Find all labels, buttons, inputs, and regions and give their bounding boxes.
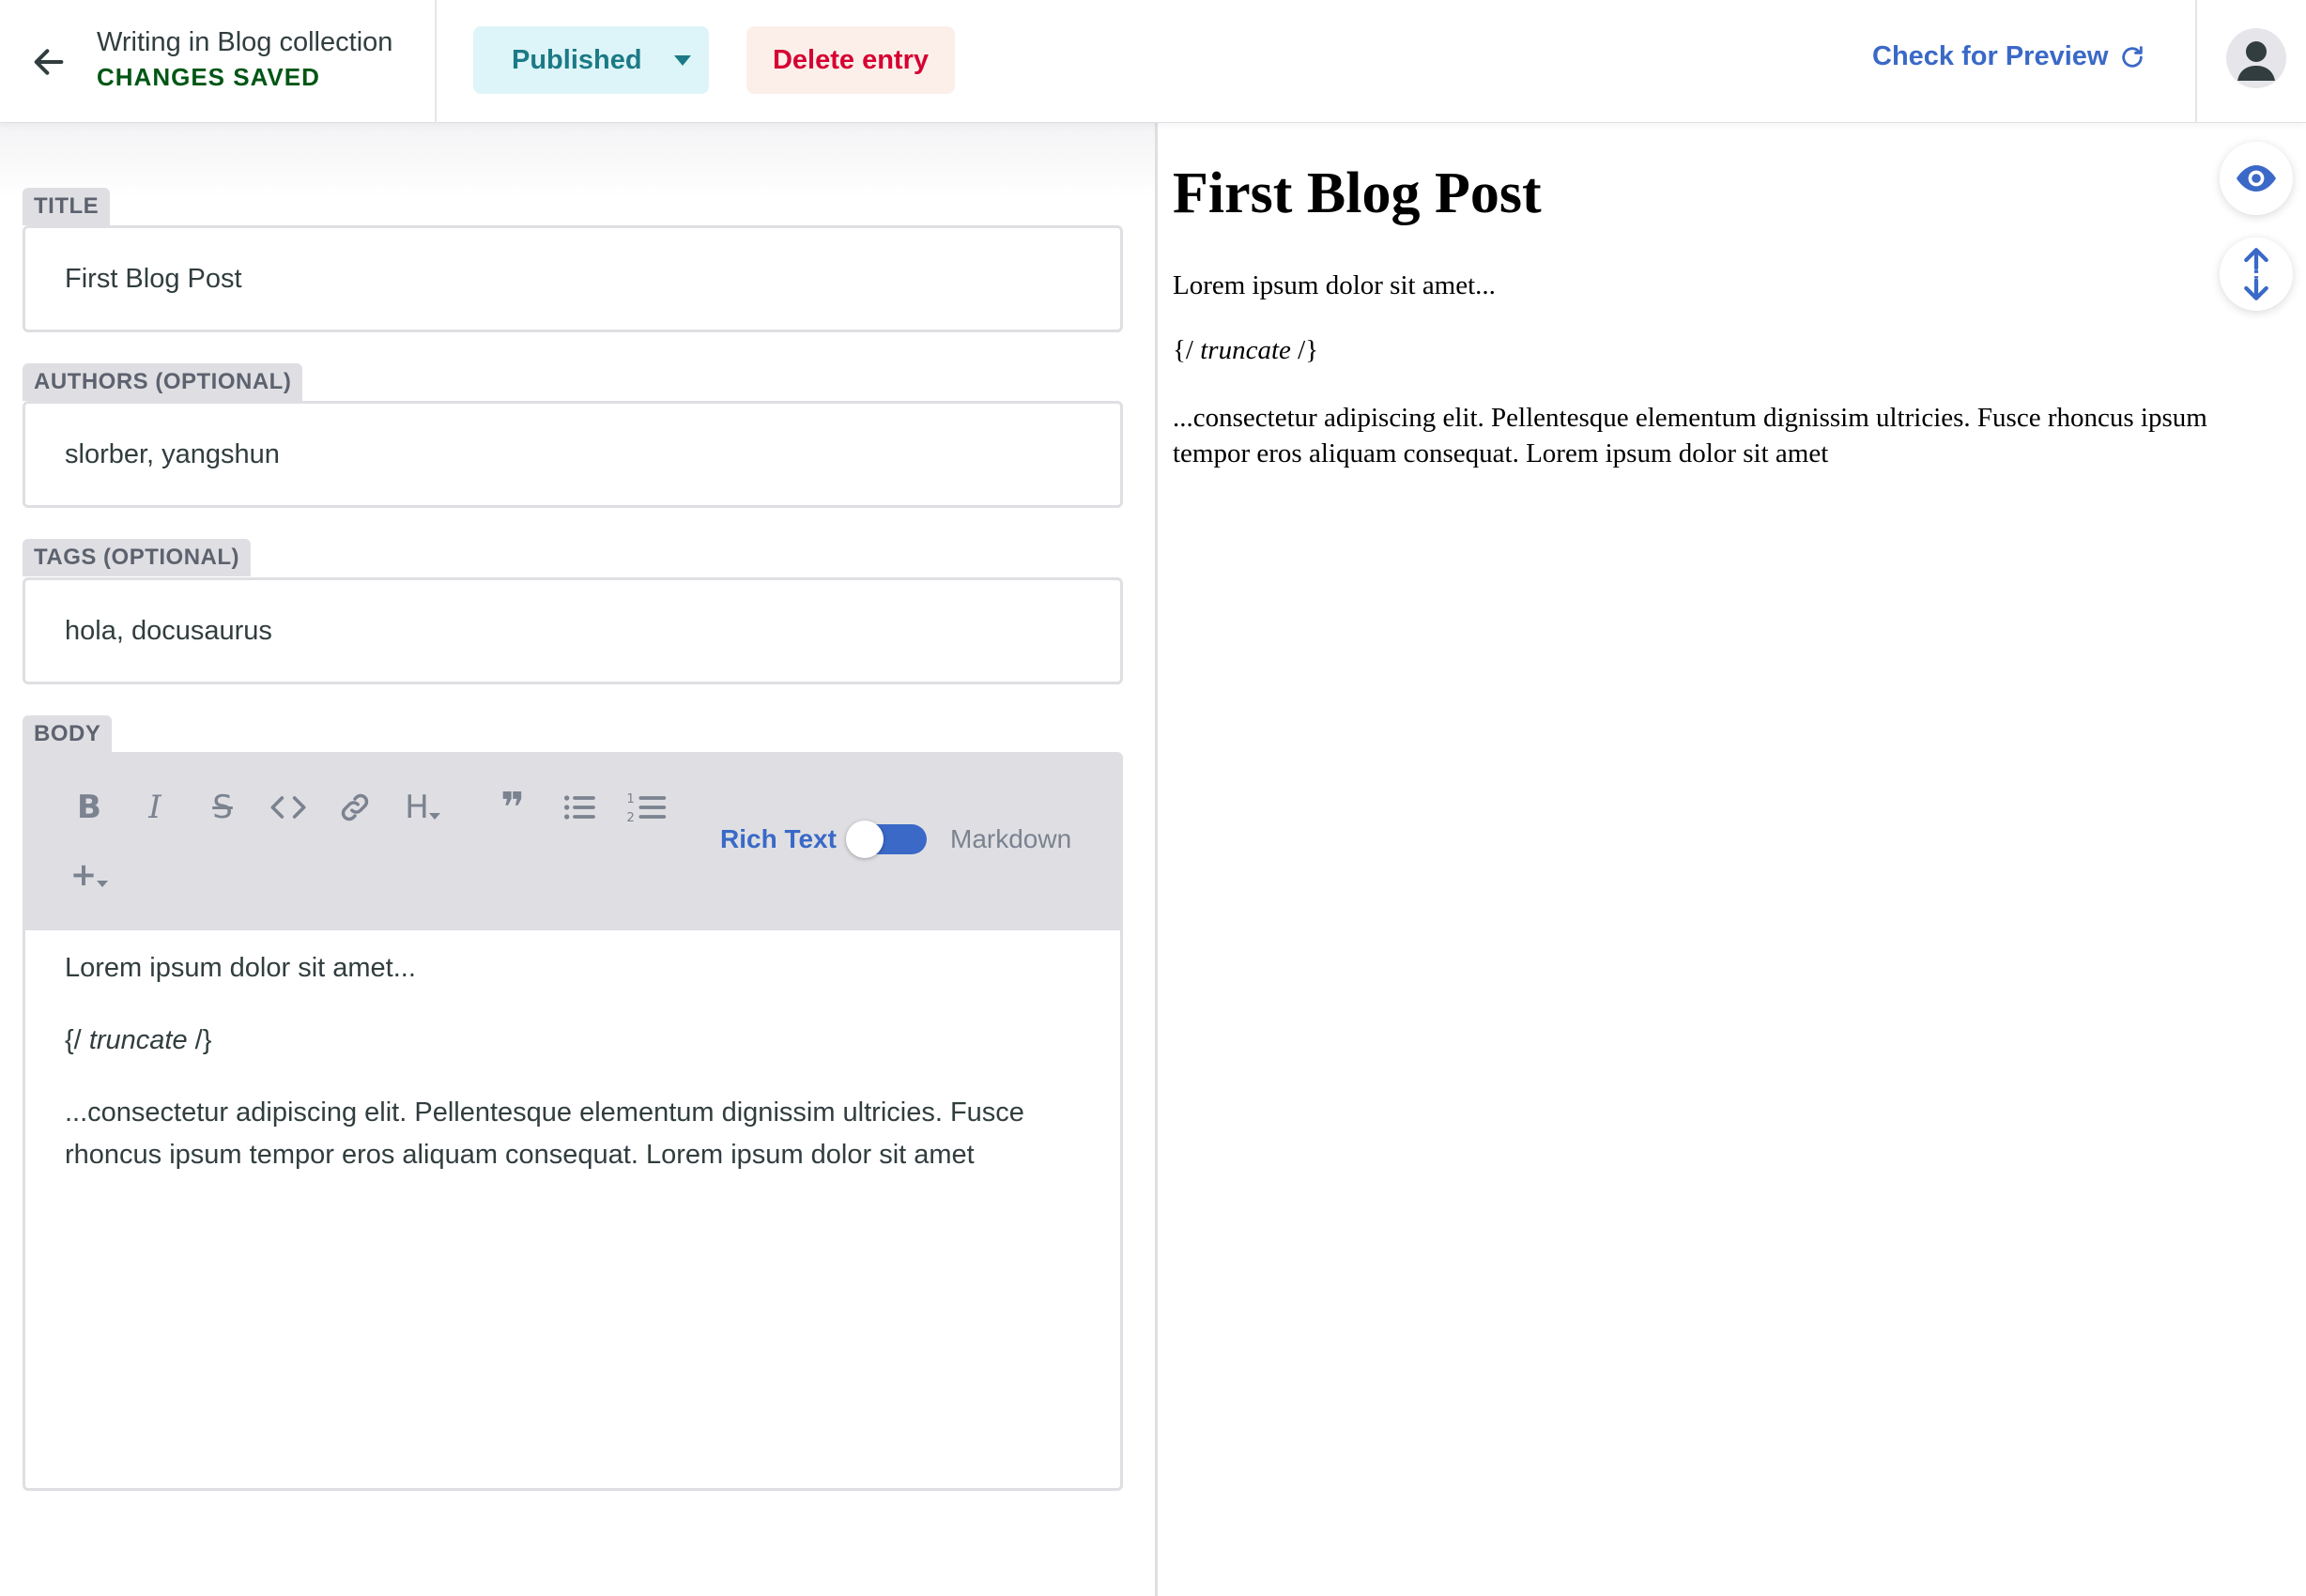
italic-icon[interactable]: I xyxy=(148,789,161,826)
tags-label: TAGS (OPTIONAL) xyxy=(23,539,251,576)
back-to-collection[interactable] xyxy=(0,0,437,123)
body-paragraph-3: ...consectetur adipiscing elit. Pellentesque elementum dignissim ultricies. Fusce rhoncus ipsum tempor eros aliquam consequat. Lorem ipsum dolor sit amet xyxy=(65,1097,1024,1170)
preview-paragraph-2: {/ truncate /} xyxy=(1173,335,1319,365)
svg-text:1: 1 xyxy=(626,792,635,806)
check-for-preview-link[interactable] xyxy=(1872,41,2145,72)
delete-entry-button[interactable]: Delete entry xyxy=(746,26,955,94)
body-content[interactable] xyxy=(65,947,1088,1206)
strikethrough-icon[interactable]: S xyxy=(212,789,233,826)
arrow-left-icon[interactable] xyxy=(30,43,68,81)
body-paragraph-2: {/ truncate /} xyxy=(65,1025,212,1055)
code-icon[interactable] xyxy=(265,784,312,831)
sync-scroll-button[interactable] xyxy=(2220,238,2293,311)
numbered-list-icon[interactable] xyxy=(623,784,670,831)
tags-input[interactable]: hola, docusaurus xyxy=(23,577,1123,684)
top-bar xyxy=(0,0,2306,123)
collection-title: Writing in Blog collection xyxy=(97,27,393,57)
user-icon xyxy=(2226,28,2286,88)
publish-status-label: Published xyxy=(512,44,642,75)
bulleted-list-icon[interactable] xyxy=(556,784,603,831)
user-menu[interactable] xyxy=(2195,0,2306,123)
bold-icon[interactable]: B xyxy=(77,789,101,826)
link-icon[interactable] xyxy=(331,784,378,831)
body-paragraph-1: Lorem ipsum dolor sit amet... xyxy=(65,953,416,983)
body-editor xyxy=(23,752,1123,1491)
pane-top-shadow xyxy=(0,123,1155,198)
sync-scroll-icon xyxy=(2236,246,2277,302)
avatar[interactable] xyxy=(2226,28,2286,88)
preview-paragraph-3: ...consectetur adipiscing elit. Pellentesque elementum dignissim ultricies. Fusce rhoncus ipsum tempor eros aliquam consequat. Lorem ipsum dolor sit amet xyxy=(1173,403,2207,468)
preview-title: First Blog Post xyxy=(1173,161,1542,225)
save-status: CHANGES SAVED xyxy=(97,63,320,91)
eye-icon xyxy=(2234,156,2279,201)
rich-text-mode[interactable]: Rich Text xyxy=(720,824,837,853)
body-label: BODY xyxy=(23,715,112,753)
check-for-preview-label: Check for Preview xyxy=(1872,41,2109,71)
authors-input[interactable]: slorber, yangshun xyxy=(23,401,1123,508)
caret-down-icon xyxy=(674,55,691,66)
add-icon[interactable]: + xyxy=(66,852,113,898)
preview-pane xyxy=(1158,123,2306,1596)
title-input[interactable]: First Blog Post xyxy=(23,225,1123,332)
refresh-icon xyxy=(2119,44,2145,70)
toggle-knob xyxy=(846,821,884,858)
quote-icon[interactable]: ❞ xyxy=(500,783,525,832)
title-label: TITLE xyxy=(23,188,110,225)
publish-status-dropdown[interactable] xyxy=(473,26,709,94)
svg-text:2: 2 xyxy=(626,811,635,825)
authors-label: AUTHORS (OPTIONAL) xyxy=(23,363,302,401)
toggle-preview-button[interactable] xyxy=(2220,142,2293,215)
heading-icon[interactable]: H xyxy=(399,784,446,831)
markdown-mode[interactable]: Markdown xyxy=(950,824,1072,853)
preview-paragraph-1: Lorem ipsum dolor sit amet... xyxy=(1173,270,1496,300)
editor-mode-toggle[interactable] xyxy=(852,824,927,854)
editor-toolbar xyxy=(25,755,1120,930)
